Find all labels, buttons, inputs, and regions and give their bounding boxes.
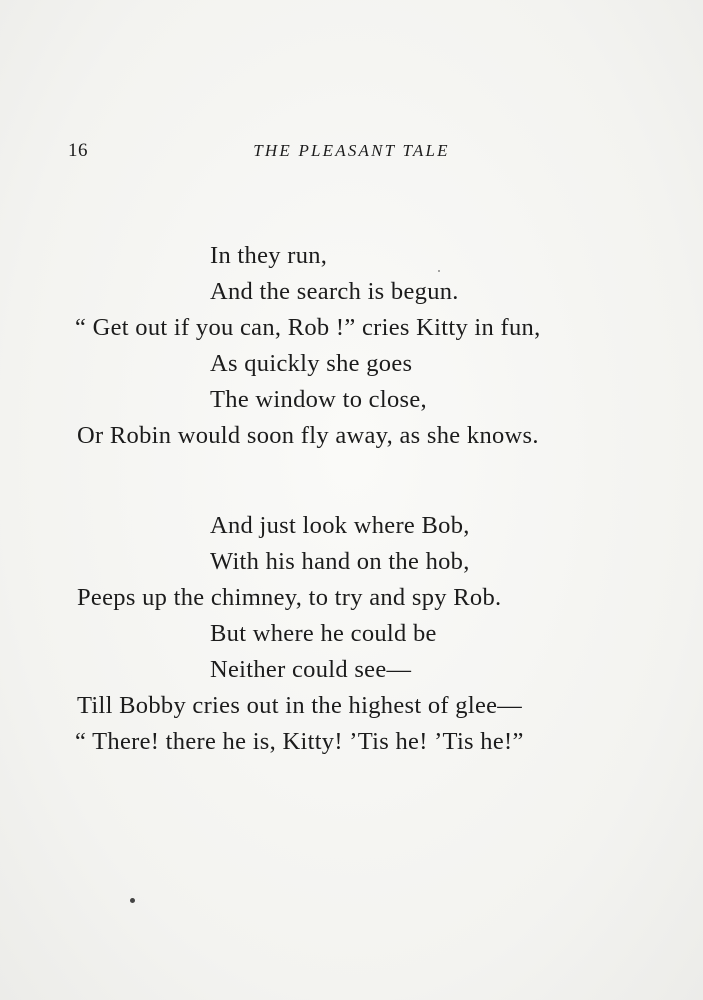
poem-line: And just look where Bob, xyxy=(210,512,470,539)
page-number: 16 xyxy=(68,140,88,161)
poem-line: In they run, xyxy=(210,242,328,269)
poem-line: And the search is begun. xyxy=(210,278,459,305)
poem-line: “ Get out if you can, Rob !” cries Kitty in fun, xyxy=(75,314,541,341)
running-title: THE PLEASANT TALE xyxy=(253,141,450,160)
poem-line: Peeps up the chimney, to try and spy Rob. xyxy=(77,584,502,611)
stanza-1 xyxy=(0,238,703,454)
ink-speck xyxy=(130,898,135,903)
poem-line: But where he could be xyxy=(210,620,437,647)
stanza-2 xyxy=(0,508,703,760)
poem-line: Neither could see— xyxy=(210,656,412,683)
poem-line: Till Bobby cries out in the highest of glee— xyxy=(77,692,523,719)
poem-line: “ There! there he is, Kitty! ’Tis he! ’Tis he!” xyxy=(75,728,524,755)
poem-line: As quickly she goes xyxy=(210,350,413,377)
poem-line: With his hand on the hob, xyxy=(210,548,470,575)
poem-body xyxy=(0,238,703,760)
ink-speck xyxy=(438,270,440,272)
poem-line: Or Robin would soon fly away, as she knows. xyxy=(77,422,539,449)
poem-line: The window to close, xyxy=(210,386,427,413)
